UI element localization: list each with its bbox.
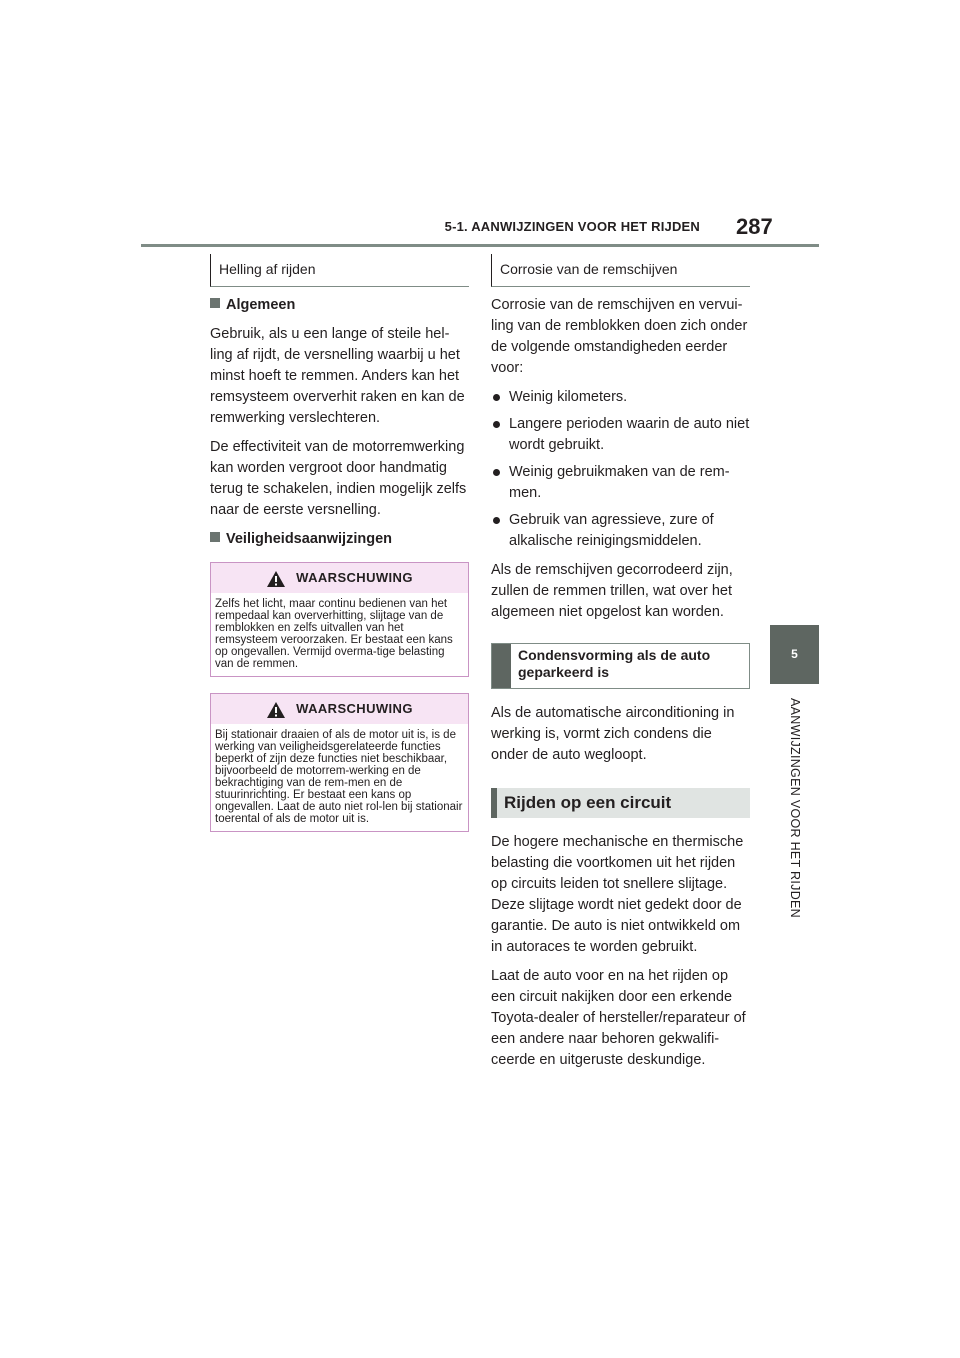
subheading-downhill: Helling af rijden bbox=[210, 254, 469, 287]
circuit-heading bbox=[491, 788, 750, 818]
warning-triangle-icon bbox=[266, 701, 286, 719]
heading-bar bbox=[491, 788, 497, 818]
chapter-vertical-title: AANWIJZINGEN VOOR HET RIJDEN bbox=[788, 698, 802, 918]
condensation-heading bbox=[491, 643, 750, 689]
paragraph: Als de automatische airconditioning in werking is, vormt zich condens die onder de auto wegloopt. bbox=[491, 705, 735, 763]
list-item-text: Weinig gebruikmaken van de rem-men. bbox=[509, 464, 730, 501]
header-rule bbox=[141, 244, 819, 247]
right-column bbox=[491, 254, 750, 1079]
bullet-list bbox=[491, 387, 750, 552]
warning-text: Zelfs het licht, maar continu bedienen van het rempedaal kan oververhitting, slijtage van de remblokken en zelfs uitvallen van het remsysteem veroorzaken. Er bestaat een kans op ongevallen. Vermijd overma-tige belasting van de remmen. bbox=[215, 598, 453, 670]
paragraph: De hogere mechanische en thermische belasting die voortkomen uit het rijden op circuits leiden tot snellere slijtage. Deze slijtage wordt niet gedekt door de garantie. De auto is niet ontwikkeld om in autoraces te worden gebruikt. bbox=[491, 834, 744, 955]
list-item bbox=[491, 510, 750, 552]
list-item bbox=[491, 414, 750, 456]
bullet-dot-icon bbox=[493, 517, 500, 524]
chapter-tab: 5 bbox=[770, 625, 819, 684]
warning-triangle-icon bbox=[266, 570, 286, 588]
subheading-corrosion: Corrosie van de remschijven bbox=[491, 254, 750, 287]
heading-general-label: Algemeen bbox=[226, 297, 296, 313]
bullet-dot-icon bbox=[493, 421, 500, 428]
condensation-heading-label: Condensvorming als de auto geparkeerd is bbox=[518, 647, 711, 680]
heading-safety bbox=[210, 529, 469, 550]
circuit-heading-label: Rijden op een circuit bbox=[504, 793, 672, 812]
warning-text: Bij stationair draaien of als de motor uit is, is de werking van veiligheidsgerelateerde functies beperkt of zijn deze functies niet beschikbaar, bijvoorbeeld de motorrem-werking en de bekrachtiging van de rem-men en de stuurinrichting. Er bestaat een kans op ongevallen. Laat de auto niet rol-len bij stationair toerental of als de motor uit is. bbox=[215, 729, 463, 825]
paragraph: Laat de auto voor en na het rijden op een circuit nakijken door een erkende Toyota-dealer of hersteller/reparateur of een andere naar behoren gekwalifi-ceerde en uitgeruste deskundige. bbox=[491, 968, 746, 1068]
left-column bbox=[210, 254, 469, 848]
paragraph: De effectiviteit van de motorremwerking kan worden vergroot door handmatig terug te schakelen, indien mogelijk zelfs naar de eerste versnelling. bbox=[210, 439, 467, 518]
section-title: 5-1. AANWIJZINGEN VOOR HET RIJDEN bbox=[444, 219, 700, 234]
list-item bbox=[491, 387, 750, 408]
heading-general bbox=[210, 295, 469, 316]
bullet-dot-icon bbox=[493, 469, 500, 476]
page-number: 287 bbox=[736, 214, 773, 239]
list-item bbox=[491, 462, 750, 504]
paragraph: Corrosie van de remschijven en vervui-ling van de remblokken doen zich onder de volgende omstandigheden eerder voor: bbox=[491, 297, 748, 376]
warning-title: WAARSCHUWING bbox=[296, 701, 413, 716]
warning-box bbox=[210, 693, 469, 832]
paragraph: Als de remschijven gecorrodeerd zijn, zullen de remmen trillen, wat over het algemeen niet opgelost kan worden. bbox=[491, 562, 733, 620]
bullet-dot-icon bbox=[493, 394, 500, 401]
list-item-text: Langere perioden waarin de auto niet wordt gebruikt. bbox=[509, 416, 750, 453]
list-item-text: Gebruik van agressieve, zure of alkalische reinigingsmiddelen. bbox=[509, 512, 714, 549]
list-item-text: Weinig kilometers. bbox=[509, 389, 628, 405]
warning-box bbox=[210, 562, 469, 677]
warning-header bbox=[211, 694, 468, 724]
heading-safety-label: Veiligheidsaanwijzingen bbox=[226, 531, 392, 547]
warning-header bbox=[211, 563, 468, 593]
warning-title: WAARSCHUWING bbox=[296, 570, 413, 585]
square-bullet-icon bbox=[210, 532, 220, 542]
square-bullet-icon bbox=[210, 298, 220, 308]
heading-bar bbox=[492, 644, 511, 688]
paragraph: Gebruik, als u een lange of steile hel-ling af rijdt, de versnelling waarbij u het minst hoeft te remmen. Anders kan het remsysteem oververhit raken en kan de remwerking verslechteren. bbox=[210, 326, 465, 426]
